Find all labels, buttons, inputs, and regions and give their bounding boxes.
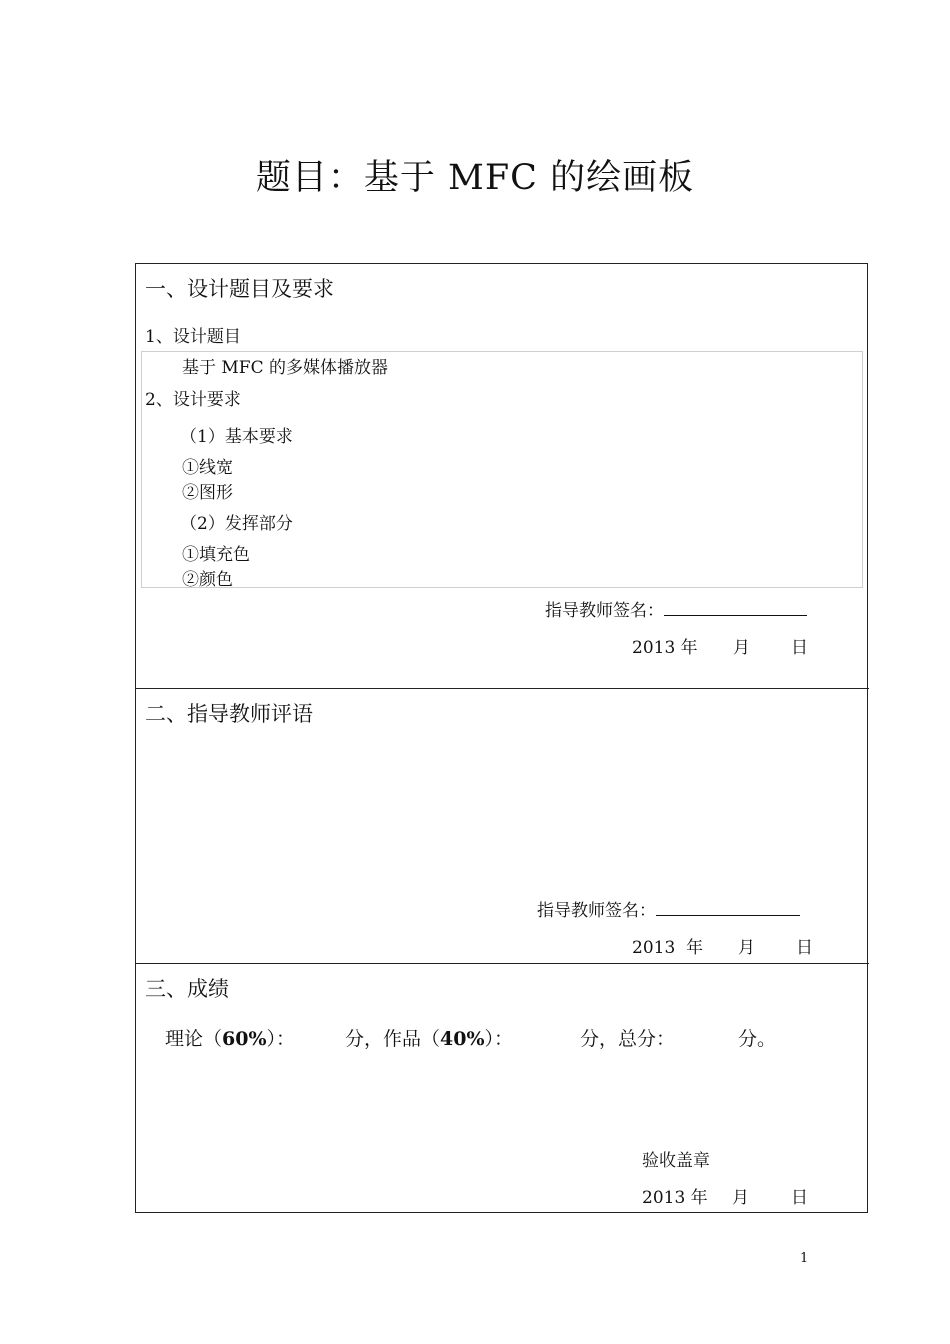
score-line-work <box>345 1024 513 1051</box>
signature-label: 指导教师签名： <box>545 601 664 621</box>
signature-line <box>664 615 807 616</box>
signature-line <box>656 915 800 916</box>
design-requirements-label: 2、设计要求 <box>145 390 241 410</box>
teacher-signature-1 <box>545 596 807 621</box>
score-line <box>165 1024 295 1051</box>
date-day-1: 日 <box>791 638 808 658</box>
stamp-label: 验收盖章 <box>642 1151 710 1171</box>
theory-close: ）： <box>266 1028 296 1050</box>
work-label: 分，作品（ <box>345 1028 441 1050</box>
basic-item-1: ①线宽 <box>182 458 233 478</box>
section3-heading: 三、成绩 <box>145 977 229 1001</box>
section1-heading: 一、设计题目及要求 <box>145 277 334 301</box>
date-day-3: 日 <box>791 1188 808 1208</box>
date-year-1: 2013 年 <box>632 638 698 658</box>
extra-requirements-heading: （2）发挥部分 <box>180 514 293 534</box>
date-year-3: 2013 年 <box>642 1188 708 1208</box>
date-month-3: 月 <box>732 1188 749 1208</box>
date-month-1: 月 <box>733 638 750 658</box>
row-divider-2 <box>135 963 869 964</box>
extra-item-2: ②颜色 <box>182 570 233 590</box>
basic-item-2: ②图形 <box>182 483 233 503</box>
date-year-2: 2013 年 <box>632 938 704 958</box>
teacher-signature-2 <box>537 896 800 921</box>
signature-label: 指导教师签名： <box>537 901 656 921</box>
total-label: 分，总分： <box>580 1028 676 1050</box>
work-close: ）： <box>484 1028 514 1050</box>
theory-label: 理论（ <box>165 1028 223 1050</box>
theory-percent: 60% <box>222 1028 267 1050</box>
row-divider-1 <box>135 688 869 689</box>
basic-requirements-heading: （1）基本要求 <box>180 427 293 447</box>
page-number: 1 <box>800 1251 809 1266</box>
total-end: 分。 <box>738 1028 777 1050</box>
date-month-2: 月 <box>738 938 755 958</box>
extra-item-1: ①填充色 <box>182 545 250 565</box>
section2-heading: 二、指导教师评语 <box>145 702 313 726</box>
date-day-2: 日 <box>796 938 813 958</box>
design-topic-label: 1、设计题目 <box>145 327 241 347</box>
page-title: 题目：基于 MFC 的绘画板 <box>255 158 695 198</box>
design-topic-text: 基于 MFC 的多媒体播放器 <box>182 358 389 378</box>
work-percent: 40% <box>440 1028 485 1050</box>
